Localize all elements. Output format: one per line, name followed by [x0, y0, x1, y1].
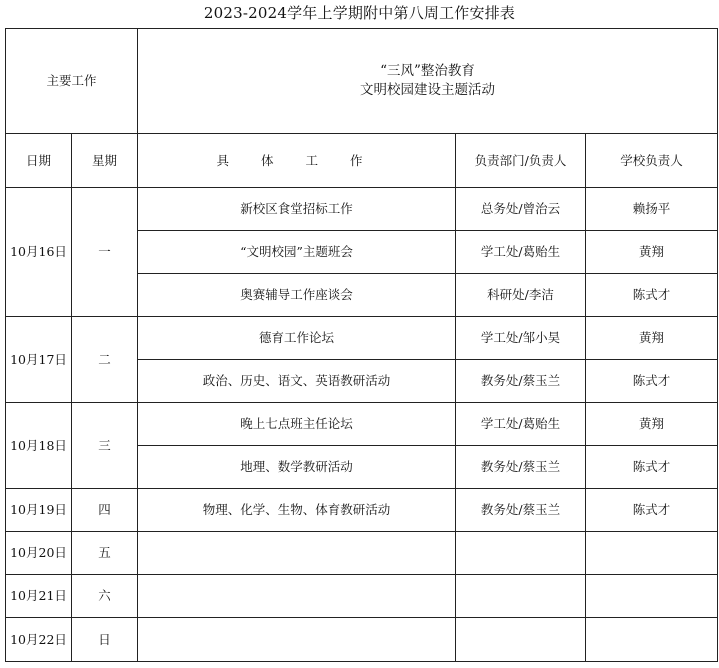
- work-cell: “文明校园”主题班会: [138, 231, 456, 274]
- theme-line: “三风”整治教育: [380, 63, 475, 79]
- school-cell: [586, 618, 718, 662]
- dept-cell: 教务处/蔡玉兰: [456, 360, 586, 403]
- work-cell: 奥赛辅导工作座谈会: [138, 274, 456, 317]
- main-work-label: 主要工作: [6, 29, 138, 134]
- date-cell: 10月21日: [6, 575, 72, 618]
- date-cell: 10月18日: [6, 403, 72, 489]
- date-cell: 10月20日: [6, 532, 72, 575]
- theme-cell: [138, 29, 718, 134]
- school-cell: 赖扬平: [586, 188, 718, 231]
- dept-cell: 教务处/蔡玉兰: [456, 446, 586, 489]
- work-cell: 地理、数学教研活动: [138, 446, 456, 489]
- date-cell: 10月16日: [6, 188, 72, 317]
- weekday-cell: 二: [72, 317, 138, 403]
- table-row: [6, 403, 718, 446]
- dept-cell: 学工处/葛贻生: [456, 231, 586, 274]
- weekday-cell: 日: [72, 618, 138, 662]
- weekday-cell: 三: [72, 403, 138, 489]
- weekday-cell: 四: [72, 489, 138, 532]
- school-cell: [586, 575, 718, 618]
- table-row: [6, 575, 718, 618]
- work-cell: [138, 575, 456, 618]
- date-cell: 10月22日: [6, 618, 72, 662]
- header-date: 日期: [6, 134, 72, 188]
- table-row: [6, 618, 718, 662]
- dept-cell: 教务处/蔡玉兰: [456, 489, 586, 532]
- dept-cell: 科研处/李洁: [456, 274, 586, 317]
- school-cell: [586, 532, 718, 575]
- school-cell: 陈式才: [586, 274, 718, 317]
- table-row: [6, 489, 718, 532]
- school-cell: 黄翔: [586, 403, 718, 446]
- dept-cell: 总务处/曾治云: [456, 188, 586, 231]
- main-work-row: [6, 29, 718, 134]
- dept-cell: 学工处/邹小昊: [456, 317, 586, 360]
- page-title: 2023-2024学年上学期附中第八周工作安排表: [203, 4, 516, 22]
- header-row: [6, 134, 718, 188]
- school-cell: 陈式才: [586, 489, 718, 532]
- school-cell: 陈式才: [586, 446, 718, 489]
- header-dept: 负责部门/负责人: [456, 134, 586, 188]
- table-row: [6, 188, 718, 231]
- dept-cell: [456, 575, 586, 618]
- work-cell: 物理、化学、生物、体育教研活动: [138, 489, 456, 532]
- work-cell: 新校区食堂招标工作: [138, 188, 456, 231]
- table-row: [6, 317, 718, 360]
- work-cell: 德育工作论坛: [138, 317, 456, 360]
- theme-line: 文明校园建设主题活动: [360, 82, 496, 98]
- work-cell: 晚上七点班主任论坛: [138, 403, 456, 446]
- school-cell: 陈式才: [586, 360, 718, 403]
- date-cell: 10月17日: [6, 317, 72, 403]
- header-work: 具 体 工 作: [138, 134, 456, 188]
- weekday-cell: 六: [72, 575, 138, 618]
- school-cell: 黄翔: [586, 317, 718, 360]
- work-cell: [138, 532, 456, 575]
- table-row: [6, 532, 718, 575]
- date-cell: 10月19日: [6, 489, 72, 532]
- work-cell: 政治、历史、语文、英语教研活动: [138, 360, 456, 403]
- weekday-cell: 一: [72, 188, 138, 317]
- work-cell: [138, 618, 456, 662]
- weekday-cell: 五: [72, 532, 138, 575]
- dept-cell: [456, 618, 586, 662]
- dept-cell: [456, 532, 586, 575]
- header-weekday: 星期: [72, 134, 138, 188]
- dept-cell: 学工处/葛贻生: [456, 403, 586, 446]
- schedule-table-body: [6, 29, 718, 662]
- schedule-table: [5, 28, 718, 662]
- header-school: 学校负责人: [586, 134, 718, 188]
- school-cell: 黄翔: [586, 231, 718, 274]
